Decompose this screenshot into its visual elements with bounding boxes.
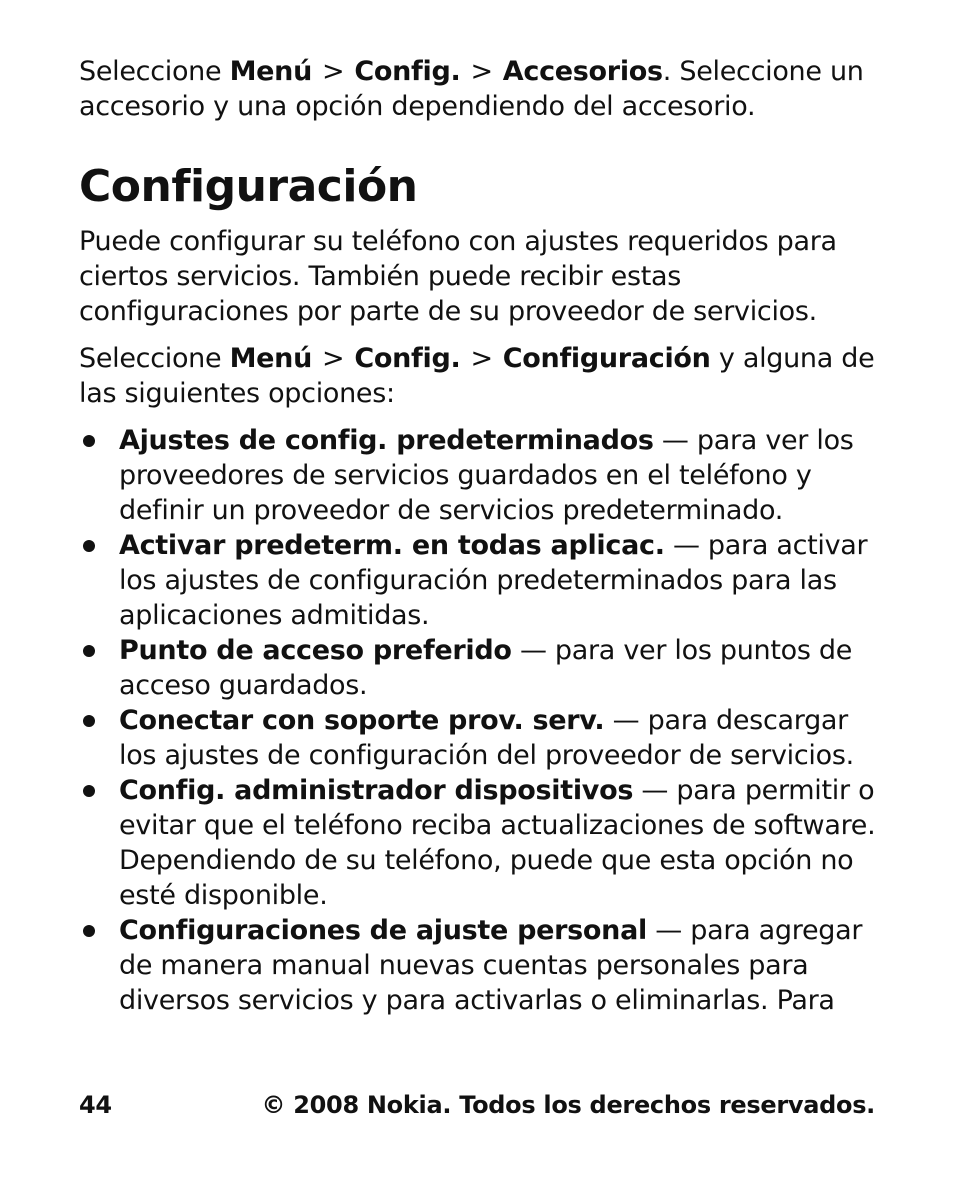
section-title: Configuración [79,161,418,212]
intro-prefix: Seleccione [79,56,222,87]
option-name: Conectar con soporte prov. serv. [119,705,605,736]
option-text: — para agregar de manera manual nuevas cuentas personales para diversos servicios y para activarlas o eliminarlas. Para [119,915,863,1016]
intro-paragraph [79,54,879,124]
intro-suffix: . Seleccione un accesorio y una opción dependiendo del accesorio. [79,56,864,122]
menu-path-item: Menú [229,56,313,87]
document-page [79,54,879,1018]
option-name: Configuraciones de ajuste personal [119,915,647,946]
path-separator: > [322,56,345,87]
option-item [79,528,879,633]
menu-path-item: Menú [229,343,313,374]
option-item [79,703,879,773]
menu-path-item: Accesorios [502,56,663,87]
select-suffix: y alguna de las siguientes opciones: [79,343,875,409]
option-name: Ajustes de config. predeterminados [119,425,654,456]
path-separator: > [322,343,345,374]
option-text: — para ver los proveedores de servicios guardados en el teléfono y definir un proveedor de servicios predeterminado. [119,425,854,526]
option-text: — para activar los ajustes de configuración predeterminados para las aplicaciones admitidas. [119,530,868,631]
bullet-icon [83,540,95,552]
page-number: 44 [79,1091,112,1119]
option-text: — para descargar los ajustes de configuración del proveedor de servicios. [119,705,854,771]
options-list [79,423,879,1018]
select-instruction [79,341,879,411]
bullet-icon [83,785,95,797]
option-item [79,633,879,703]
option-item [79,913,879,1018]
path-separator: > [470,343,493,374]
option-name: Config. administrador dispositivos [119,775,634,806]
path-separator: > [470,56,493,87]
option-item [79,423,879,528]
menu-path-item: Configuración [502,343,711,374]
bullet-icon [83,925,95,937]
section-description: Puede configurar su teléfono con ajustes requeridos para ciertos servicios. También puede recibir estas configuraciones por parte de su proveedor de servicios. [79,226,837,327]
copyright-notice: © 2008 Nokia. Todos los derechos reservados. [261,1091,875,1119]
option-name: Activar predeterm. en todas aplicac. [119,530,665,561]
bullet-icon [83,435,95,447]
select-prefix: Seleccione [79,343,222,374]
bullet-icon [83,645,95,657]
option-item [79,773,879,913]
option-name: Punto de acceso preferido [119,635,512,666]
option-text: — para ver los puntos de acceso guardados. [119,635,853,701]
menu-path-item: Config. [354,56,461,87]
menu-path-item: Config. [354,343,461,374]
option-text: — para permitir o evitar que el teléfono reciba actualizaciones de software. Dependiendo de su teléfono, puede que esta opción no esté disponible. [119,775,876,911]
bullet-icon [83,715,95,727]
